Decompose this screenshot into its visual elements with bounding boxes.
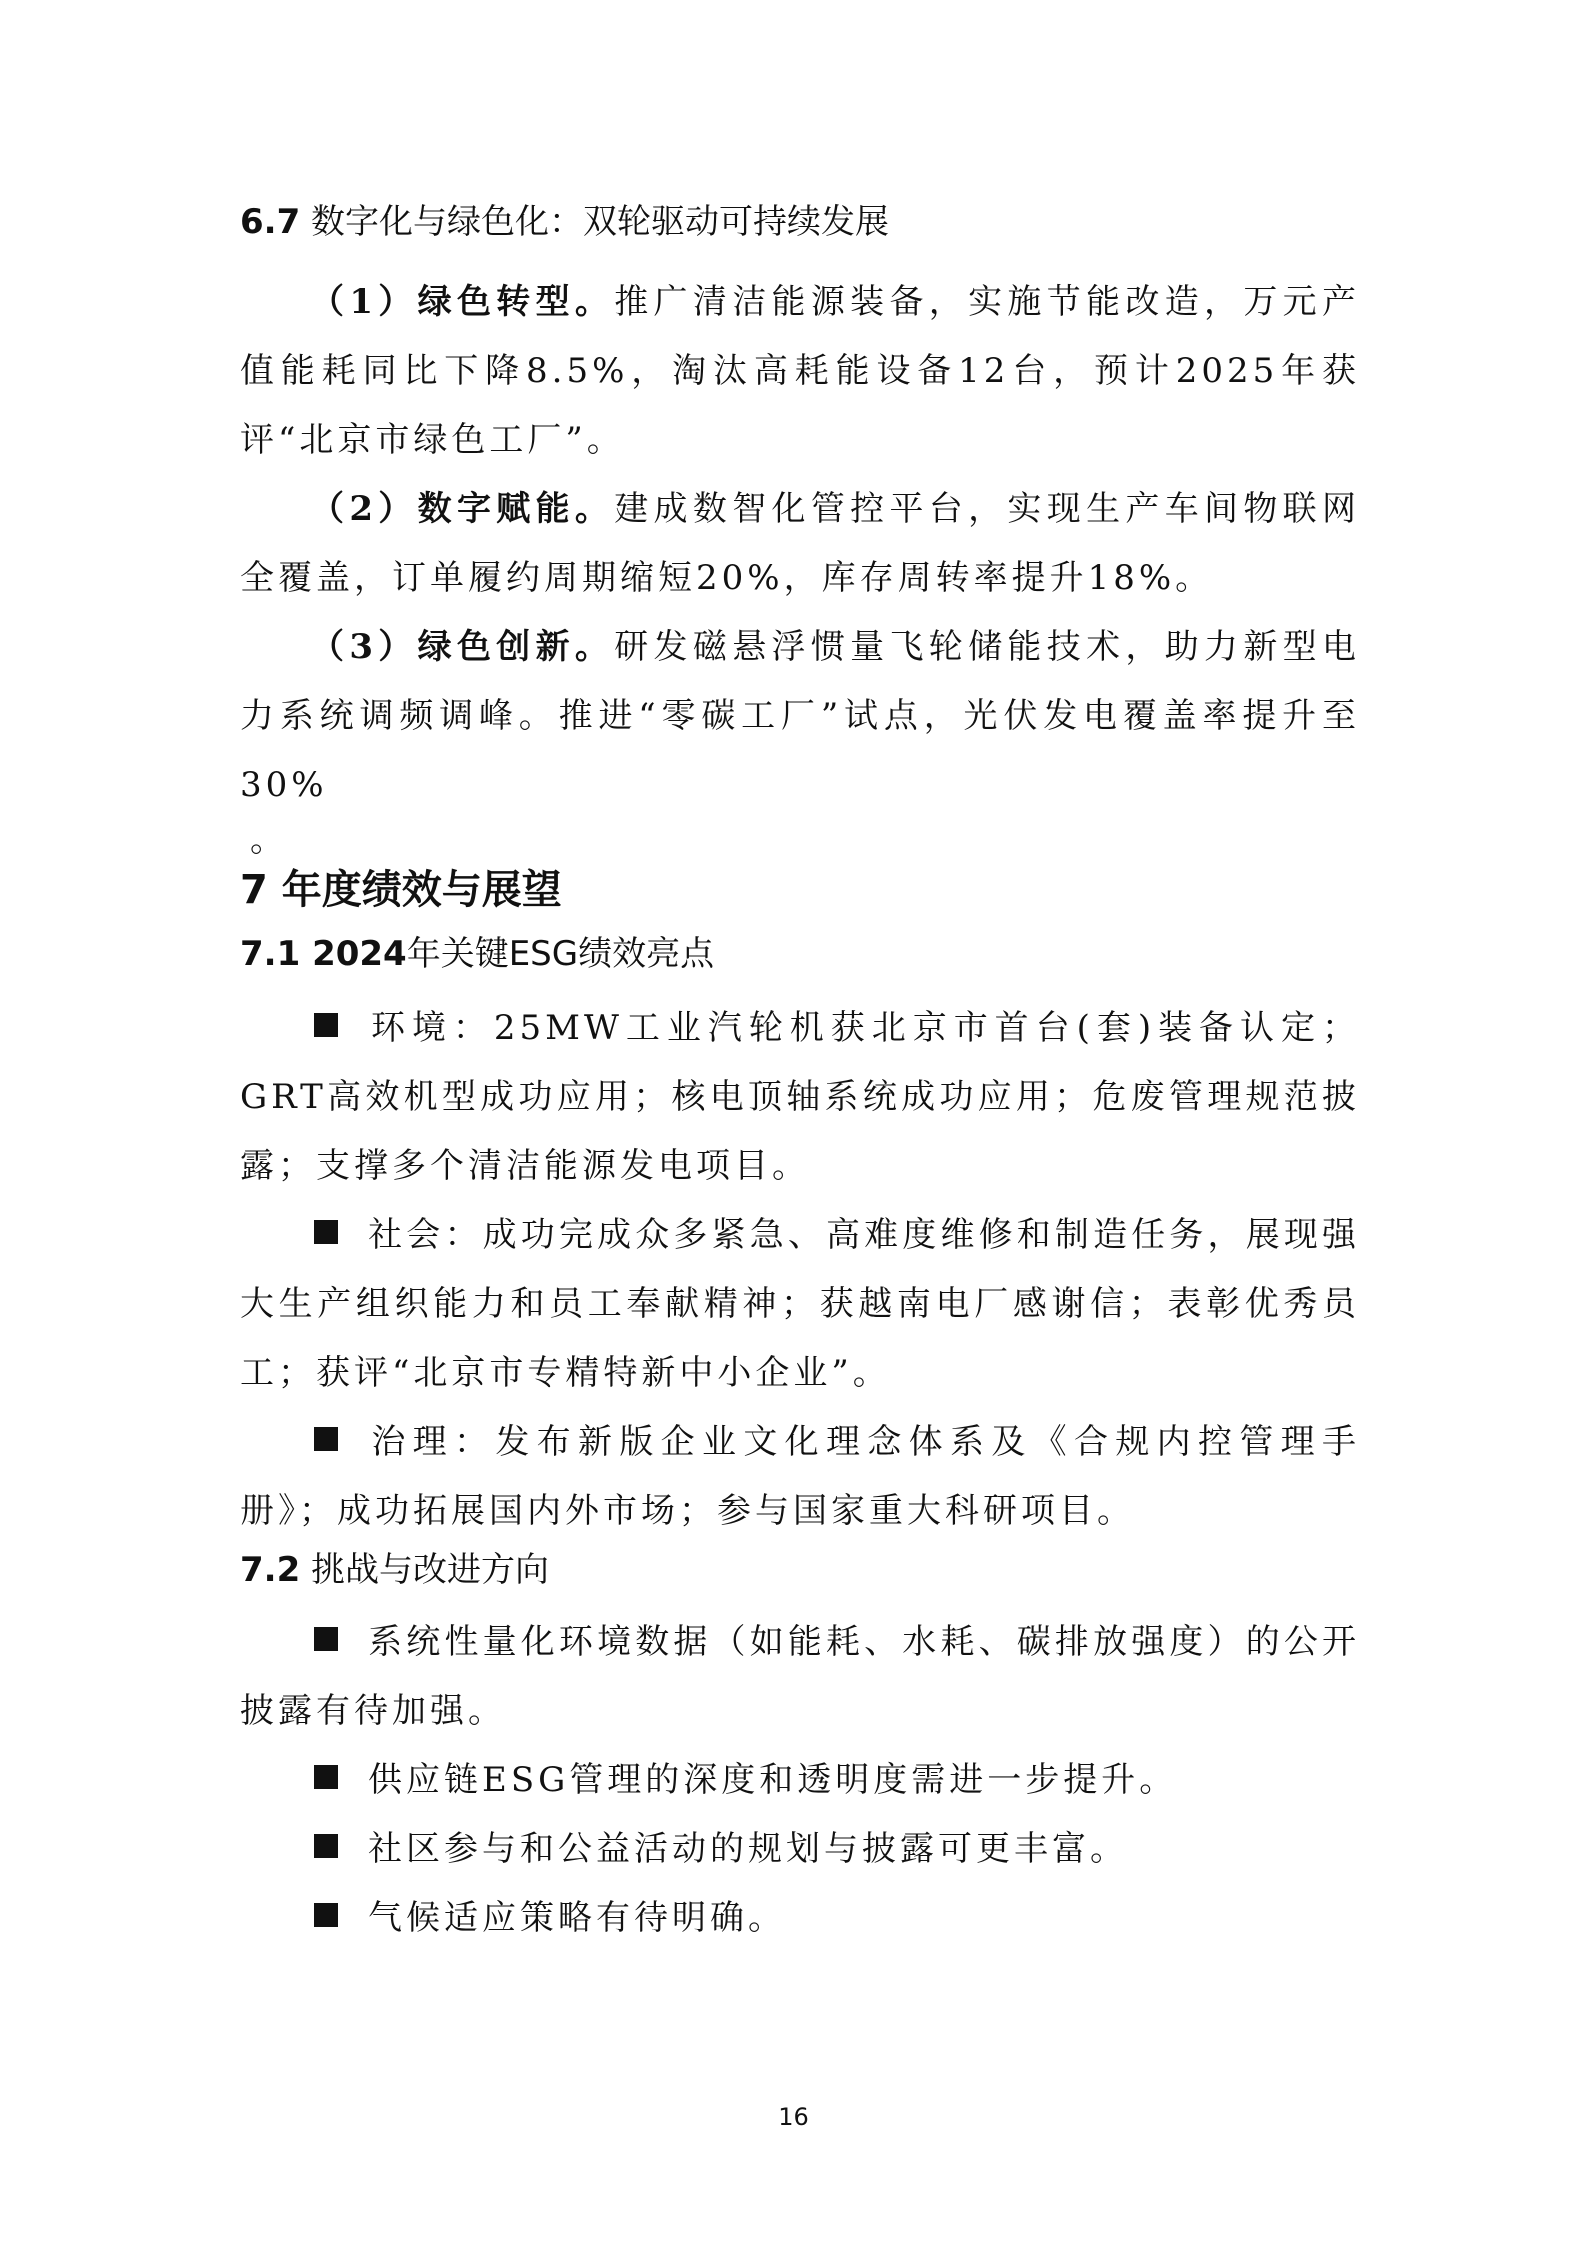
bullet-text: 气候适应策略有待明确。 (368, 1898, 786, 1938)
page-content (240, 200, 1360, 1953)
bullet-text: 社会：成功完成众多紧急、高难度维修和制造任务，展现强大生产组织能力和员工奉献精神；获越南电厂感谢信；表彰优秀员工；获评“北京市专精特新中小企业”。 (240, 1215, 1360, 1393)
bullet-item-supply-chain (240, 1746, 1360, 1815)
paragraph-digital-empowerment (240, 475, 1360, 613)
square-bullet-icon (314, 1765, 338, 1789)
section-7-2-heading (240, 1548, 1360, 1592)
paragraph-lead: （3）绿色创新。 (310, 627, 615, 667)
chapter-7-heading: 7 年度绩效与展望 (240, 867, 562, 913)
paragraph-text: 建成数智化管控平台，实现生产车间物联网全覆盖，订单履约周期缩短20%，库存周转率提升18%。 (240, 489, 1360, 598)
bullet-item-environment (240, 994, 1360, 1201)
section-title: 挑战与改进方向 (311, 1550, 550, 1590)
section-title: 数字化与绿色化：双轮驱动可持续发展 (311, 202, 890, 242)
paragraph-tail-punctuation: 。 (250, 820, 284, 860)
section-number: 7.1 2024 (240, 934, 407, 974)
square-bullet-icon (314, 1220, 338, 1244)
bullet-text: 供应链ESG管理的深度和透明度需进一步提升。 (368, 1760, 1178, 1800)
section-title: 年关键ESG绩效亮点 (406, 934, 715, 974)
bullet-item-governance (240, 1408, 1360, 1546)
paragraph-green-innovation (240, 613, 1360, 820)
bullet-text: 环境：25MW工业汽轮机获北京市首台(套)装备认定；GRT高效机型成功应用；核电顶轴系统成功应用；危废管理规范披露；支撑多个清洁能源发电项目。 (240, 1008, 1360, 1186)
bullet-text: 社区参与和公益活动的规划与披露可更丰富。 (368, 1829, 1128, 1869)
paragraph-text: 推广清洁能源装备，实施节能改造，万元产值能耗同比下降8.5%，淘汰高耗能设备12台，预计2025年获评“北京市绿色工厂”。 (240, 282, 1360, 460)
section-number: 7.2 (240, 1550, 301, 1590)
bullet-text: 治理：发布新版企业文化理念体系及《合规内控管理手册》；成功拓展国内外市场；参与国家重大科研项目。 (240, 1422, 1360, 1531)
bullet-item-climate (240, 1884, 1360, 1953)
section-7-1-heading (240, 932, 1360, 976)
paragraph-text: 研发磁悬浮惯量飞轮储能技术，助力新型电力系统调频调峰。推进“零碳工厂”试点，光伏发电覆盖率提升至30% (240, 627, 1360, 805)
bullet-item-environment-data (240, 1608, 1360, 1746)
bullet-text: 系统性量化环境数据（如能耗、水耗、碳排放强度）的公开披露有待加强。 (240, 1622, 1360, 1731)
paragraph-lead: （1）绿色转型。 (310, 282, 615, 322)
square-bullet-icon (314, 1427, 338, 1451)
paragraph-green-transition (240, 268, 1360, 475)
bullet-item-community (240, 1815, 1360, 1884)
page-number: 16 (778, 2103, 809, 2131)
section-number: 6.7 (240, 202, 301, 242)
square-bullet-icon (314, 1013, 338, 1037)
section-6-7-heading (240, 200, 1360, 244)
square-bullet-icon (314, 1627, 338, 1651)
square-bullet-icon (314, 1903, 338, 1927)
square-bullet-icon (314, 1834, 338, 1858)
bullet-item-social (240, 1201, 1360, 1408)
paragraph-lead: （2）数字赋能。 (310, 489, 615, 529)
